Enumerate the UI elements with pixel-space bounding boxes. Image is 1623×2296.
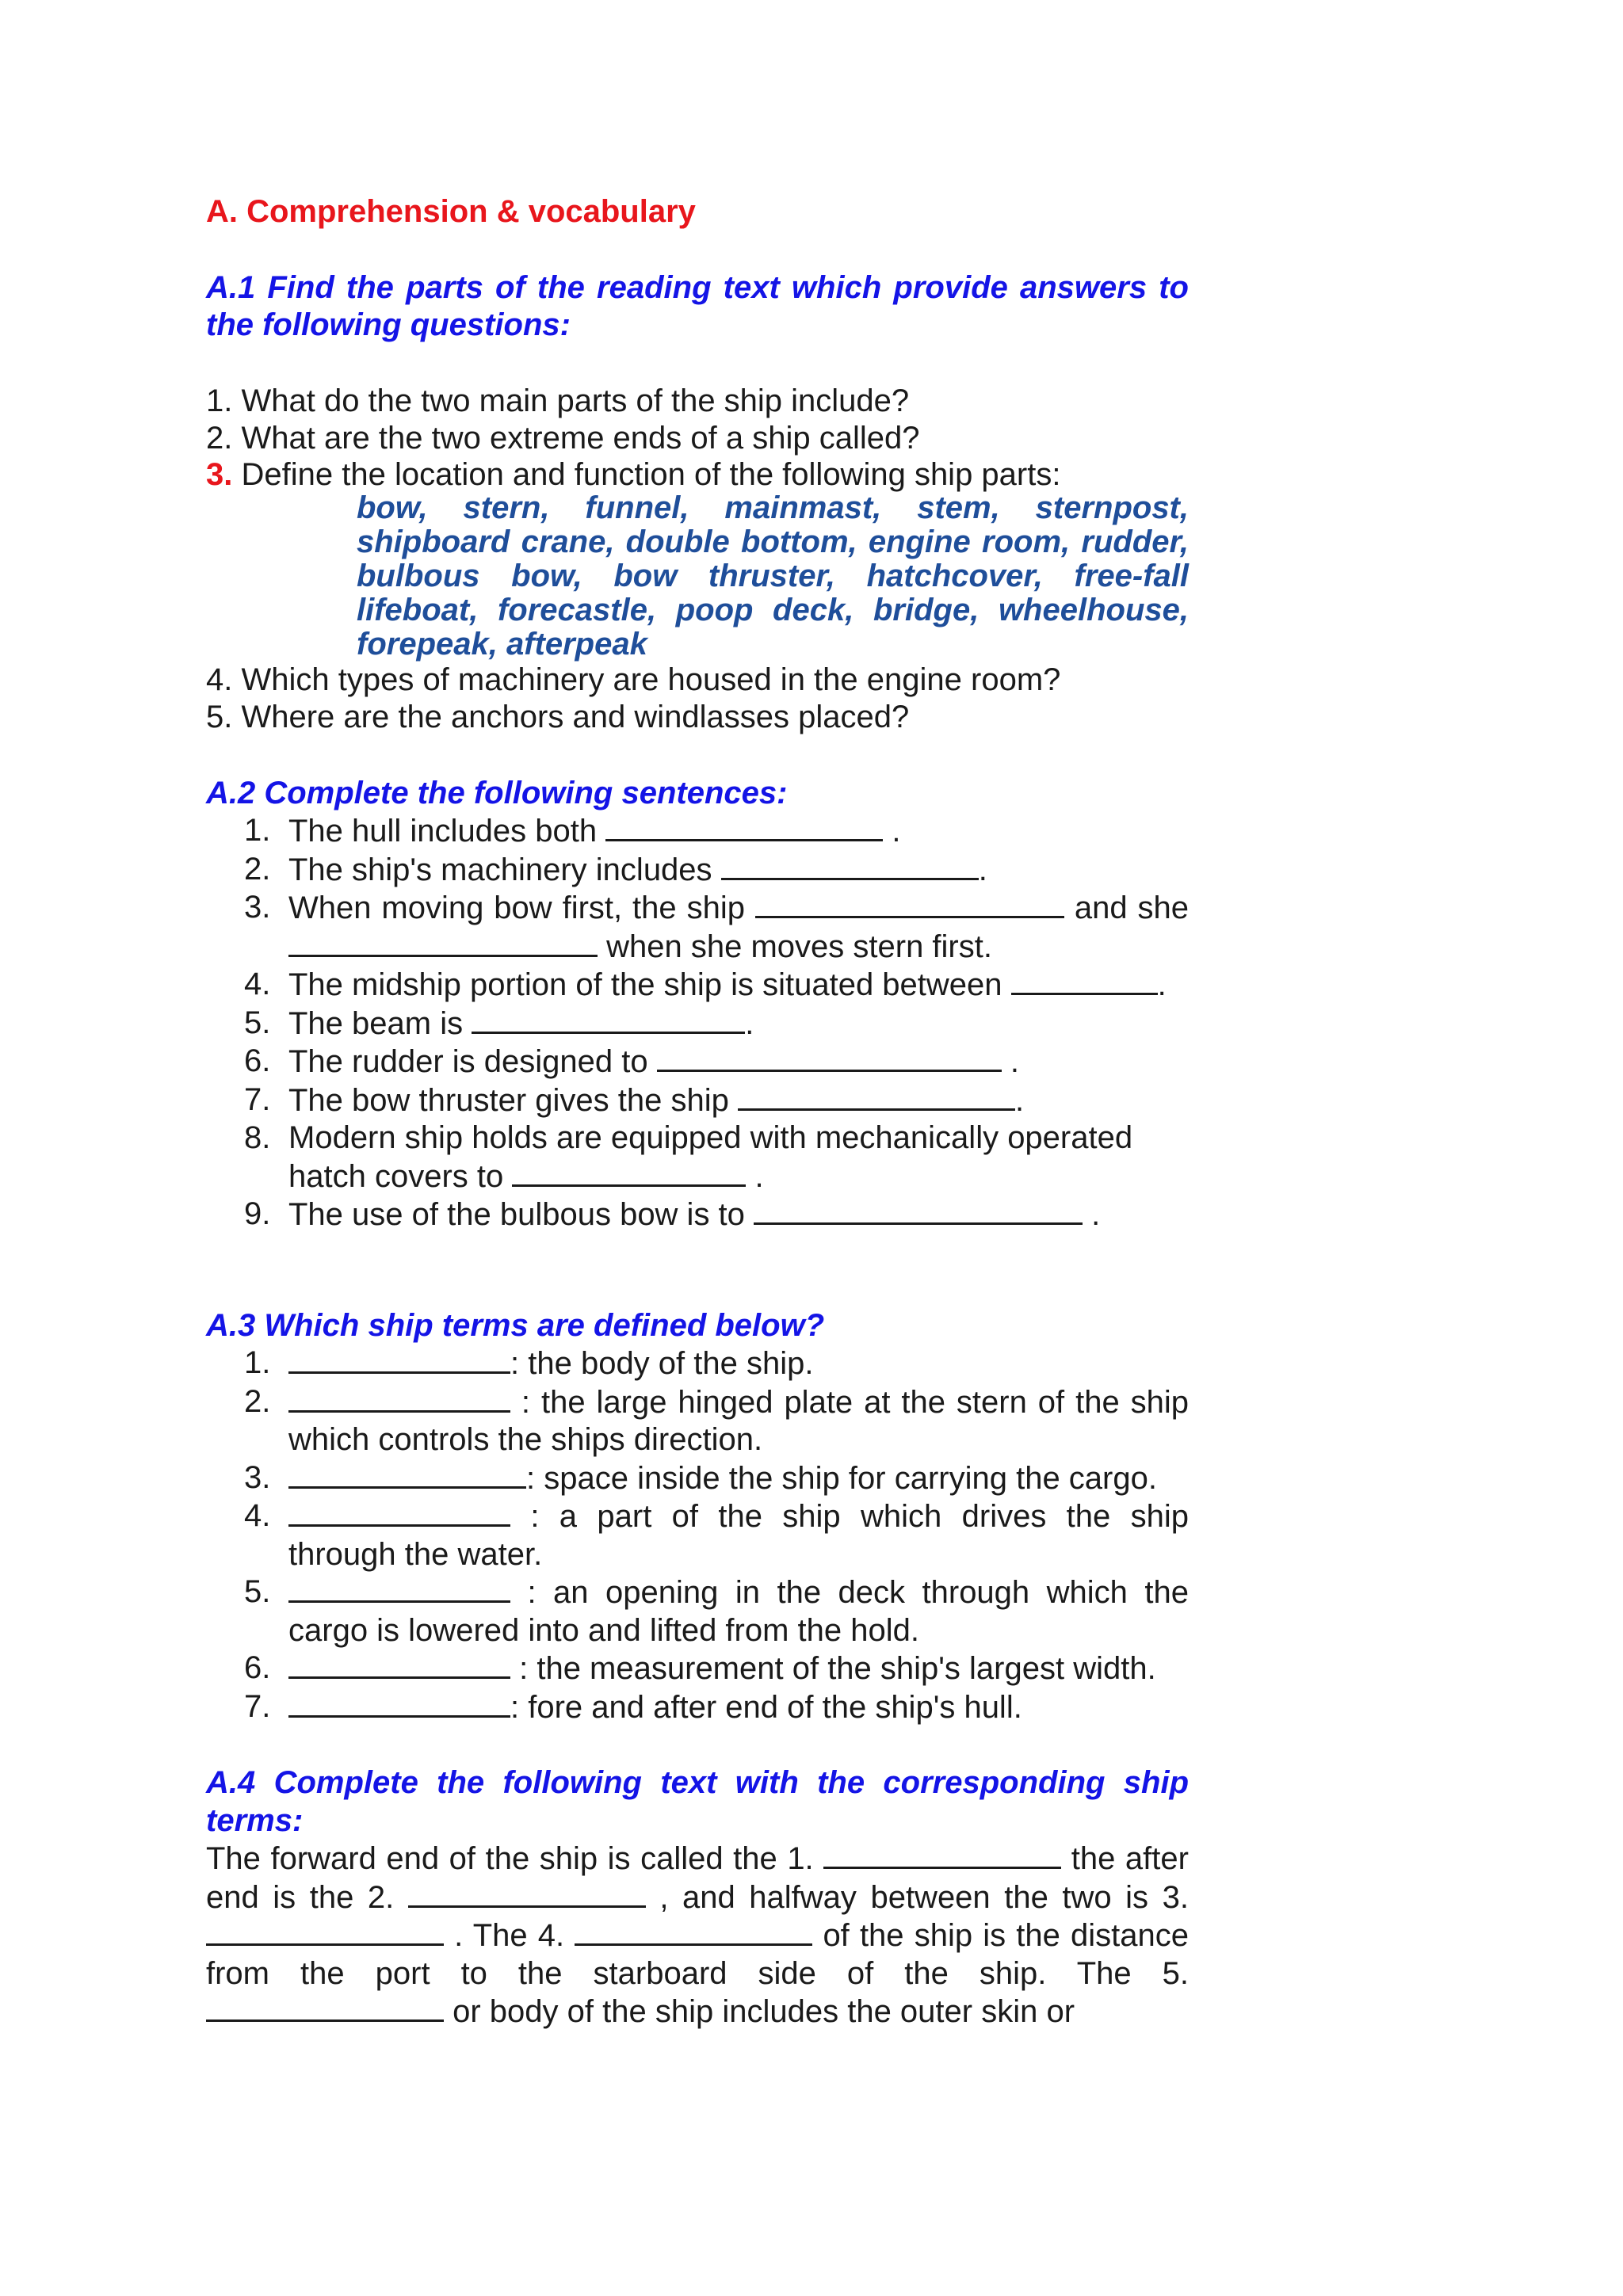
a3-item — [206, 1383, 1189, 1459]
ship-parts-terms: bow, stern, funnel, mainmast, stem, sternpost, shipboard crane, double bottom, engine room, rudder, bulbous bow, bow thruster, hatchcover, free-fall lifeboat, forecastle, poop deck, bridge, wheelhouse, forepeak, afterpeak — [357, 490, 1189, 662]
cloze-text: or body of the ship includes the outer skin or — [453, 1994, 1075, 2029]
definition-text: : space inside the ship for carrying the cargo. — [526, 1460, 1157, 1496]
item-number: 7. — [244, 1081, 271, 1117]
answer-blank[interactable] — [512, 1158, 746, 1187]
item-number: 6. — [244, 1650, 271, 1685]
a1-question-1: 1. What do the two main parts of the ship include? — [206, 383, 910, 418]
a3-item — [206, 1650, 1189, 1688]
item-number: 5. — [244, 1574, 271, 1609]
cloze-text: of the ship is the distance from the port to the starboard side of the ship. The 5. — [206, 1918, 1189, 1991]
item-number: 8. — [244, 1120, 271, 1155]
item-number: 5. — [244, 1005, 271, 1040]
a4-cloze-text — [206, 1840, 1189, 2031]
sentence-text: The rudder is designed to — [288, 1044, 648, 1079]
item-number: 4. — [244, 967, 271, 1001]
answer-blank[interactable] — [575, 1917, 812, 1946]
a3-item — [206, 1688, 1189, 1727]
sentence-text: and she — [1074, 891, 1189, 925]
a3-definition-list — [206, 1344, 1189, 1726]
a1-heading: A.1 Find the parts of the reading text which provide answers to the following questions: — [206, 269, 1189, 342]
item-number: 9. — [244, 1196, 271, 1231]
a3-heading: A.3 Which ship terms are defined below? — [206, 1307, 825, 1343]
sentence-text: When moving bow first, the ship — [288, 891, 745, 925]
answer-blank[interactable] — [288, 928, 598, 957]
cloze-text: The forward end of the ship is called the 1. — [206, 1841, 814, 1876]
worksheet-page — [206, 193, 1189, 2031]
definition-text: : the body of the ship. — [510, 1346, 814, 1381]
a1-question-5: 5. Where are the anchors and windlasses placed? — [206, 700, 910, 734]
definition-text: : fore and after end of the ship's hull. — [510, 1689, 1022, 1725]
a3-item — [206, 1497, 1189, 1573]
item-number: 3. — [244, 1459, 271, 1495]
cloze-text: . The 4. — [454, 1918, 565, 1953]
sentence-text: The bow thruster gives the ship — [288, 1082, 729, 1118]
answer-blank[interactable] — [755, 889, 1064, 918]
answer-blank[interactable] — [288, 1688, 510, 1718]
section-title: A. Comprehension & vocabulary — [206, 194, 696, 229]
a2-item — [206, 812, 1189, 851]
item-number: 1. — [244, 1345, 271, 1380]
answer-blank[interactable] — [754, 1196, 1083, 1225]
a3-item — [206, 1573, 1189, 1650]
answer-blank[interactable] — [738, 1081, 1015, 1111]
answer-blank[interactable] — [288, 1383, 510, 1413]
answer-blank[interactable] — [823, 1840, 1061, 1869]
sentence-end: . — [1157, 967, 1167, 1002]
sentence-text: The ship's machinery includes — [288, 852, 712, 887]
a2-item — [206, 889, 1189, 928]
definition-text: : the measurement of the ship's largest width. — [510, 1651, 1156, 1686]
a2-item — [206, 966, 1189, 1005]
answer-blank[interactable] — [288, 1650, 510, 1679]
a1-question-2: 2. What are the two extreme ends of a ship called? — [206, 421, 920, 456]
sentence-text: The use of the bulbous bow is to — [288, 1197, 745, 1232]
item-number: 3. — [244, 890, 271, 925]
a2-heading: A.2 Complete the following sentences: — [206, 775, 788, 810]
answer-blank[interactable] — [288, 1344, 510, 1374]
answer-blank[interactable] — [1011, 966, 1158, 995]
definition-text: : a part of the ship which drives the ship through the water. — [288, 1499, 1189, 1572]
sentence-text: The beam is — [288, 1005, 464, 1041]
definition-text: : an opening in the deck through which the cargo is lowered into and lifted from the hold. — [288, 1575, 1189, 1648]
sentence-end: . — [1014, 1082, 1025, 1118]
a2-item-continued — [206, 928, 1189, 967]
a3-item — [206, 1459, 1189, 1498]
a2-item — [206, 1119, 1189, 1196]
sentence-end: . — [883, 814, 901, 849]
sentence-text: Modern ship holds are equipped with mechanically operated hatch covers to — [288, 1120, 1133, 1194]
answer-blank[interactable] — [408, 1878, 646, 1908]
item-number: 1. — [244, 813, 271, 848]
sentence-end: . — [745, 1005, 754, 1041]
item-number: 2. — [244, 851, 271, 887]
sentence-end: . — [978, 852, 987, 887]
a2-item — [206, 1043, 1189, 1081]
a3-item — [206, 1344, 1189, 1383]
a1-question-3 — [206, 458, 1189, 491]
item-number: 2. — [244, 1383, 271, 1419]
definition-text: : the large hinged plate at the stern of the ship which controls the ships direction. — [288, 1384, 1189, 1457]
a2-item — [206, 851, 1189, 890]
a1-question-3-text: Define the location and function of the following ship parts: — [241, 456, 1061, 492]
sentence-end: . — [746, 1158, 764, 1194]
sentence-end: . — [1001, 1044, 1019, 1079]
answer-blank[interactable] — [472, 1005, 745, 1034]
cloze-text: the after end is the 2. — [206, 1841, 1189, 1915]
answer-blank[interactable] — [206, 1917, 444, 1946]
answer-blank[interactable] — [288, 1497, 510, 1527]
item-number: 4. — [244, 1498, 271, 1533]
answer-blank[interactable] — [605, 812, 883, 841]
sentence-end: when she moves stern first. — [606, 929, 992, 964]
a2-sentence-list — [206, 812, 1189, 1234]
item-number: 6. — [244, 1043, 271, 1078]
a1-question-4: 4. Which types of machinery are housed in the engine room? — [206, 662, 1061, 697]
a1-question-3-number: 3. — [206, 456, 233, 492]
answer-blank[interactable] — [721, 851, 979, 880]
sentence-end: . — [1083, 1197, 1101, 1232]
sentence-text: The hull includes both — [288, 814, 598, 849]
answer-blank[interactable] — [206, 1993, 444, 2022]
a2-item — [206, 1196, 1189, 1234]
answer-blank[interactable] — [657, 1043, 1002, 1072]
item-number: 7. — [244, 1688, 271, 1724]
cloze-text: , and halfway between the two is 3. — [659, 1879, 1189, 1915]
answer-blank[interactable] — [288, 1459, 526, 1489]
a2-item — [206, 1005, 1189, 1043]
a2-item — [206, 1081, 1189, 1120]
sentence-text: The midship portion of the ship is situated between — [288, 967, 1002, 1002]
answer-blank[interactable] — [288, 1573, 510, 1603]
a4-heading: A.4 Complete the following text with the corresponding ship terms: — [206, 1765, 1189, 1838]
